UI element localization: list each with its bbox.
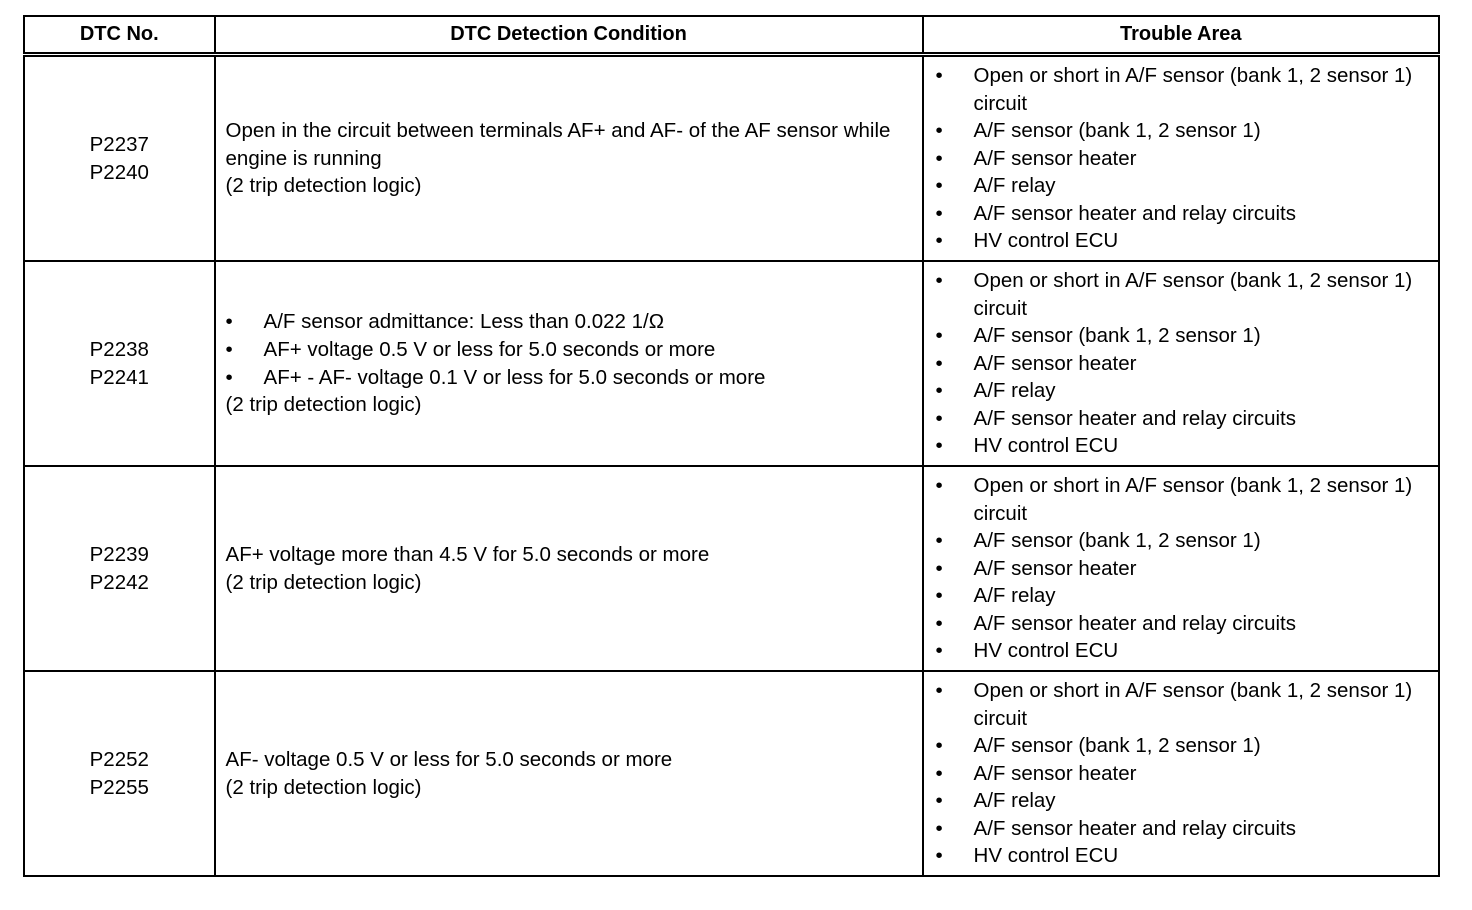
dtc-table xyxy=(23,15,1440,877)
bullet-icon: • xyxy=(935,406,943,430)
list-item xyxy=(226,364,912,392)
condition-text: AF- voltage 0.5 V or less for 5.0 seconds or more xyxy=(225,747,673,771)
condition-bullet-text: A/F sensor admittance: Less than 0.022 1/Ω xyxy=(263,310,665,334)
bullet-icon: • xyxy=(935,639,943,663)
trouble-area-list xyxy=(936,677,1430,870)
list-item xyxy=(936,377,1430,405)
bullet-icon: • xyxy=(935,761,943,785)
list-item xyxy=(936,227,1430,255)
condition-bullet-text: AF+ - AF- voltage 0.1 V or less for 5.0 seconds or more xyxy=(263,365,766,389)
trouble-area-text: A/F sensor (bank 1, 2 sensor 1) xyxy=(973,119,1261,143)
trouble-area-text: A/F sensor (bank 1, 2 sensor 1) xyxy=(973,324,1261,348)
trouble-area-cell xyxy=(923,466,1439,671)
list-item xyxy=(936,200,1430,228)
list-item xyxy=(936,610,1430,638)
dtc-code-cell xyxy=(24,55,215,262)
trouble-area-cell xyxy=(923,55,1439,262)
bullet-icon: • xyxy=(935,678,943,702)
trip-logic-note: (2 trip detection logic) xyxy=(225,393,422,417)
condition-text: Open in the circuit between terminals AF+ and AF- of the AF sensor while engine is running xyxy=(225,119,891,170)
detection-condition-cell xyxy=(215,671,923,876)
table-row xyxy=(24,466,1439,671)
dtc-code-cell xyxy=(24,466,215,671)
trouble-area-text: HV control ECU xyxy=(973,844,1119,868)
list-item xyxy=(226,336,912,364)
trouble-area-text: A/F sensor (bank 1, 2 sensor 1) xyxy=(973,734,1261,758)
header-detection-condition: DTC Detection Condition xyxy=(215,16,923,55)
detection-condition-cell xyxy=(215,466,923,671)
bullet-icon: • xyxy=(935,146,943,170)
list-item xyxy=(936,555,1430,583)
bullet-icon: • xyxy=(935,174,943,198)
dtc-code: P2242 xyxy=(89,570,149,594)
trouble-area-text: HV control ECU xyxy=(973,229,1119,253)
trouble-area-list xyxy=(936,62,1430,255)
trouble-area-text: A/F sensor heater xyxy=(973,556,1137,580)
detection-condition-cell xyxy=(215,261,923,466)
condition-bullet-list xyxy=(226,308,912,391)
bullet-icon: • xyxy=(935,734,943,758)
bullet-icon: • xyxy=(225,365,233,389)
bullet-icon: • xyxy=(935,611,943,635)
bullet-icon: • xyxy=(935,434,943,458)
bullet-icon: • xyxy=(225,310,233,334)
table-row xyxy=(24,671,1439,876)
dtc-code-cell xyxy=(24,261,215,466)
trouble-area-text: A/F sensor heater xyxy=(973,146,1137,170)
trouble-area-cell xyxy=(923,261,1439,466)
bullet-icon: • xyxy=(225,337,233,361)
list-item xyxy=(936,350,1430,378)
trip-logic-note: (2 trip detection logic) xyxy=(225,570,422,594)
trouble-area-list xyxy=(936,472,1430,665)
trip-logic-note: (2 trip detection logic) xyxy=(225,775,422,799)
list-item xyxy=(936,145,1430,173)
table-body xyxy=(24,55,1439,877)
bullet-icon: • xyxy=(935,379,943,403)
trouble-area-text: HV control ECU xyxy=(973,434,1119,458)
bullet-icon: • xyxy=(935,324,943,348)
list-item xyxy=(936,582,1430,610)
list-item xyxy=(936,760,1430,788)
list-item xyxy=(936,815,1430,843)
header-dtc-no: DTC No. xyxy=(24,16,215,55)
bullet-icon: • xyxy=(935,351,943,375)
condition-text: AF+ voltage more than 4.5 V for 5.0 seconds or more xyxy=(225,542,710,566)
bullet-icon: • xyxy=(935,268,943,292)
list-item xyxy=(936,732,1430,760)
trouble-area-text: Open or short in A/F sensor (bank 1, 2 sensor 1) circuit xyxy=(973,678,1413,730)
dtc-code: P2237 xyxy=(89,132,149,156)
trouble-area-text: Open or short in A/F sensor (bank 1, 2 sensor 1) circuit xyxy=(973,268,1413,320)
condition-bullet-text: AF+ voltage 0.5 V or less for 5.0 seconds or more xyxy=(263,337,716,361)
trouble-area-text: A/F sensor (bank 1, 2 sensor 1) xyxy=(973,529,1261,553)
bullet-icon: • xyxy=(935,119,943,143)
bullet-icon: • xyxy=(935,556,943,580)
bullet-icon: • xyxy=(935,63,943,87)
list-item xyxy=(936,472,1430,527)
trouble-area-list xyxy=(936,267,1430,460)
list-item xyxy=(936,432,1430,460)
list-item xyxy=(936,62,1430,117)
trouble-area-text: A/F sensor heater xyxy=(973,761,1137,785)
trouble-area-text: Open or short in A/F sensor (bank 1, 2 sensor 1) circuit xyxy=(973,63,1413,115)
bullet-icon: • xyxy=(935,816,943,840)
list-item xyxy=(936,677,1430,732)
bullet-icon: • xyxy=(935,229,943,253)
dtc-code: P2240 xyxy=(89,160,149,184)
trip-logic-note: (2 trip detection logic) xyxy=(225,174,422,198)
trouble-area-text: A/F relay xyxy=(973,789,1056,813)
bullet-icon: • xyxy=(935,789,943,813)
trouble-area-text: A/F relay xyxy=(973,379,1056,403)
list-item xyxy=(936,637,1430,665)
detection-condition-cell xyxy=(215,55,923,262)
header-trouble-area: Trouble Area xyxy=(923,16,1439,55)
bullet-icon: • xyxy=(935,844,943,868)
bullet-icon: • xyxy=(935,473,943,497)
list-item xyxy=(936,267,1430,322)
trouble-area-text: A/F sensor heater and relay circuits xyxy=(973,611,1296,635)
trouble-area-text: HV control ECU xyxy=(973,639,1119,663)
trouble-area-text: A/F relay xyxy=(973,174,1056,198)
list-item xyxy=(226,308,912,336)
dtc-code: P2241 xyxy=(89,365,149,389)
dtc-code: P2255 xyxy=(89,775,149,799)
dtc-code: P2239 xyxy=(89,542,149,566)
trouble-area-cell xyxy=(923,671,1439,876)
table-row xyxy=(24,55,1439,262)
dtc-code: P2252 xyxy=(89,747,149,771)
list-item xyxy=(936,172,1430,200)
trouble-area-text: A/F sensor heater and relay circuits xyxy=(973,816,1296,840)
list-item xyxy=(936,842,1430,870)
trouble-area-text: A/F sensor heater and relay circuits xyxy=(973,201,1296,225)
list-item xyxy=(936,322,1430,350)
trouble-area-text: A/F sensor heater xyxy=(973,351,1137,375)
bullet-icon: • xyxy=(935,201,943,225)
table-header-row xyxy=(24,16,1439,55)
table-row xyxy=(24,261,1439,466)
list-item xyxy=(936,527,1430,555)
dtc-code: P2238 xyxy=(89,337,149,361)
trouble-area-text: A/F relay xyxy=(973,584,1056,608)
trouble-area-text: A/F sensor heater and relay circuits xyxy=(973,406,1296,430)
trouble-area-text: Open or short in A/F sensor (bank 1, 2 sensor 1) circuit xyxy=(973,473,1413,525)
bullet-icon: • xyxy=(935,529,943,553)
list-item xyxy=(936,405,1430,433)
list-item xyxy=(936,787,1430,815)
list-item xyxy=(936,117,1430,145)
dtc-code-cell xyxy=(24,671,215,876)
bullet-icon: • xyxy=(935,584,943,608)
